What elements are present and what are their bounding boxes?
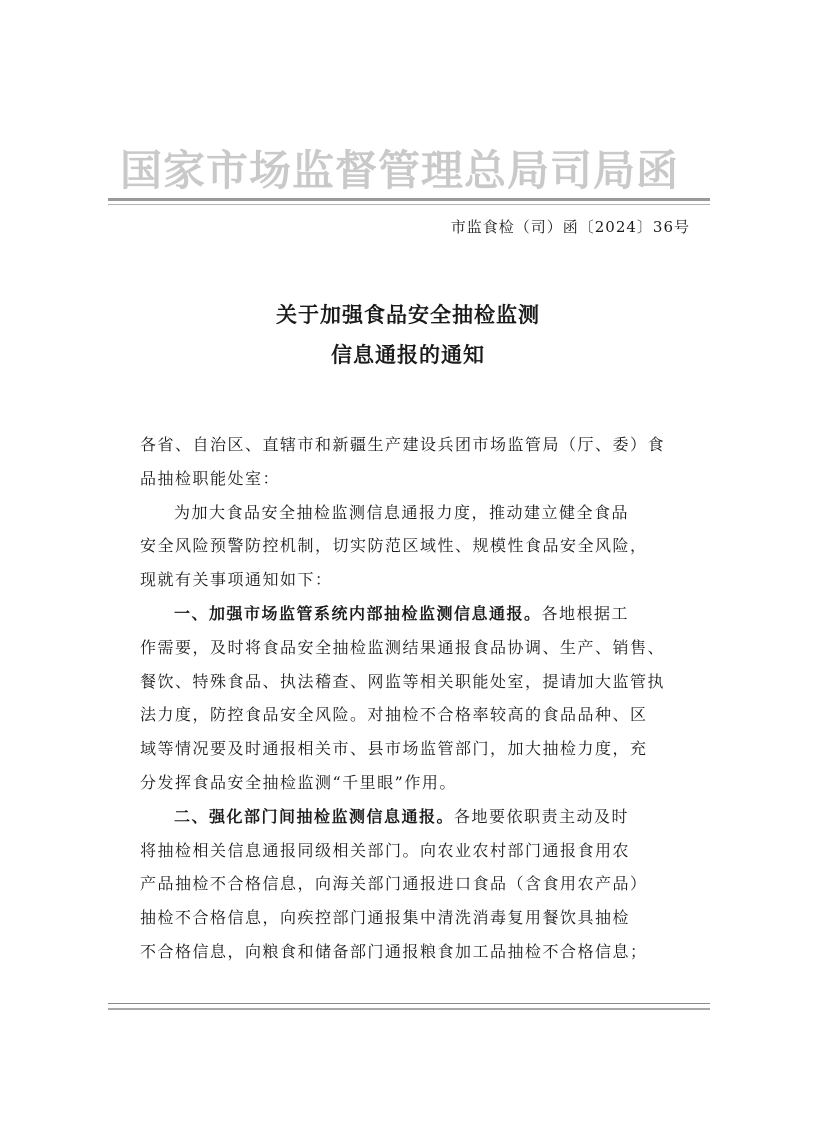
letterhead-title: 国家市场监督管理总局司局函 bbox=[120, 146, 680, 195]
letterhead-rule-thin bbox=[108, 204, 710, 205]
section-2-line-3: 产品抽检不合格信息，向海关部门通报进口食品（含食用农产品） bbox=[140, 874, 648, 894]
section-1-line-2: 作需要，及时将食品安全抽检监测结果通报食品协调、生产、销售、 bbox=[140, 637, 666, 657]
intro-line-2: 安全风险预警防控机制，切实防范区域性、规模性食品安全风险， bbox=[140, 536, 648, 556]
section-2-heading: 二、强化部门间抽检监测信息通报。 bbox=[174, 806, 455, 826]
section-2-line-2: 将抽检相关信息通报同级相关部门。向农业农村部门通报食用农 bbox=[140, 840, 631, 860]
footer-rule bbox=[108, 1003, 710, 1004]
document-title-line-1: 关于加强食品安全抽检监测 bbox=[276, 302, 540, 327]
section-1-line-5: 域等情况要及时通报相关市、县市场监管部门，加大抽检力度，充 bbox=[140, 739, 648, 759]
section-1-text: 各地根据工 bbox=[541, 603, 630, 623]
footer-rule-thick bbox=[108, 1008, 710, 1010]
intro-line-3: 现就有关事项通知如下： bbox=[140, 570, 333, 590]
recipient-line-2: 品抽检职能处室： bbox=[140, 468, 281, 488]
section-1-line-1 bbox=[140, 597, 700, 631]
section-1-heading: 一、加强市场监管系统内部抽检监测信息通报。 bbox=[174, 603, 542, 623]
intro-line-1: 为加大食品安全抽检监测信息通报力度，推动建立健全食品 bbox=[174, 502, 630, 522]
section-1-line-6: 分发挥食品安全抽检监测“千里眼”作用。 bbox=[140, 772, 457, 792]
document-title-line-2: 信息通报的通知 bbox=[331, 342, 485, 367]
recipient-line-1: 各省、自治区、直辖市和新疆生产建设兵团市场监管局（厅、委）食 bbox=[140, 435, 666, 454]
section-2-text: 各地要依职责主动及时 bbox=[454, 806, 630, 826]
section-2-line-5: 不合格信息，向粮食和储备部门通报粮食加工品抽检不合格信息； bbox=[140, 941, 648, 961]
section-1-line-4: 法力度，防控食品安全风险。对抽检不合格率较高的食品品种、区 bbox=[140, 705, 648, 725]
document-body bbox=[140, 428, 700, 969]
letterhead-rule bbox=[108, 198, 710, 201]
section-2-line-4: 抽检不合格信息，向疾控部门通报集中清洗消毒复用餐饮具抽检 bbox=[140, 908, 631, 928]
section-2-line-1 bbox=[140, 800, 700, 834]
section-1-line-3: 餐饮、特殊食品、执法稽查、网监等相关职能处室，提请加大监管执 bbox=[140, 671, 666, 691]
document-number: 市监食检（司）函〔2024〕36号 bbox=[450, 218, 690, 236]
